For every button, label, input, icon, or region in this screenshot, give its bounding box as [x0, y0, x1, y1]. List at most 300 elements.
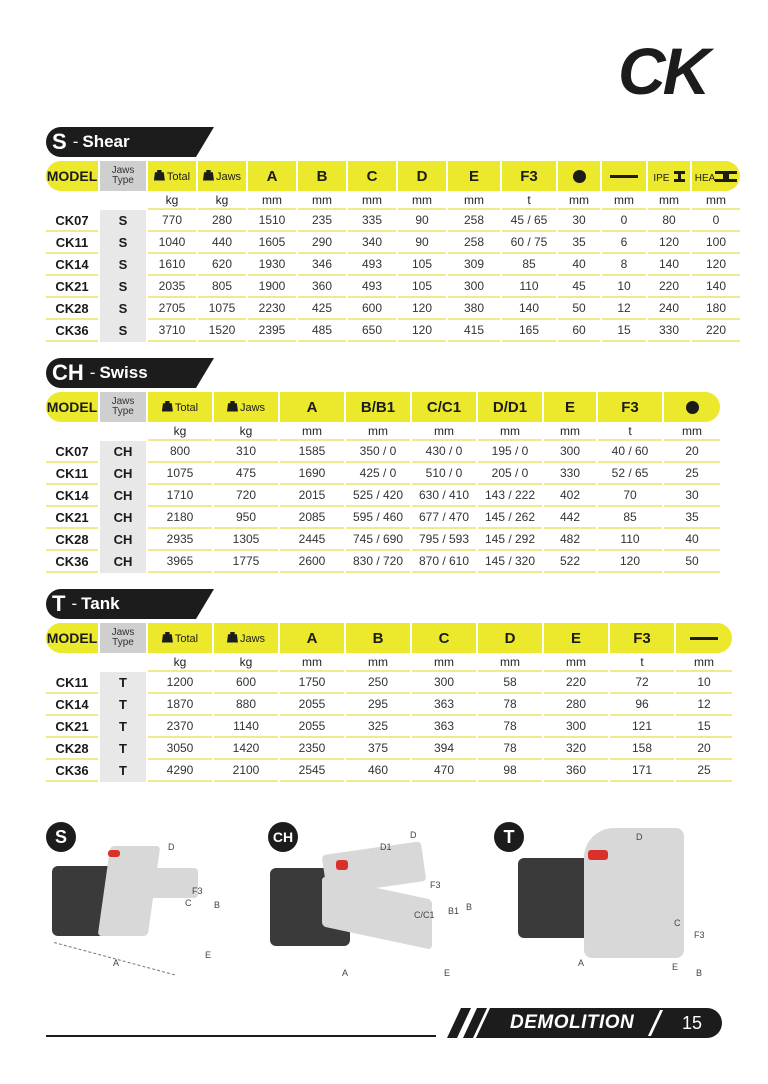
jaws-cell: 1775 [214, 551, 278, 573]
weight-icon [227, 401, 238, 412]
table-row [46, 485, 720, 507]
section-swiss [46, 358, 724, 573]
table-row [46, 738, 732, 760]
hea-cell: 120 [692, 254, 740, 276]
jaws-cell: 880 [214, 694, 278, 716]
a-cell: 2600 [280, 551, 344, 573]
col-c: C [348, 161, 396, 191]
a-cell: 1585 [280, 441, 344, 463]
d-cell: 143 / 222 [478, 485, 542, 507]
e-cell: 522 [544, 551, 596, 573]
type-badge: S [46, 822, 76, 852]
e-cell: 300 [448, 276, 500, 298]
hea-cell: 180 [692, 298, 740, 320]
table-row [46, 672, 732, 694]
jaws-type-cell: CH [100, 529, 146, 551]
c-cell: 363 [412, 716, 476, 738]
table-row [46, 716, 732, 738]
total-cell: 770 [148, 210, 196, 232]
jaws-type-cell: T [100, 760, 146, 782]
d-cell: 98 [478, 760, 542, 782]
d-cell: 120 [398, 320, 446, 342]
jaw-image [584, 828, 684, 958]
total-cell: 2705 [148, 298, 196, 320]
b-cell: 425 / 0 [346, 463, 410, 485]
col-round-bar [558, 161, 600, 191]
model-cell: CK28 [46, 738, 98, 760]
f3-cell: 70 [598, 485, 662, 507]
model-cell: CK21 [46, 276, 98, 298]
flat-cell: 6 [602, 232, 646, 254]
jaws-type-cell: CH [100, 485, 146, 507]
col-d: D [398, 161, 446, 191]
total-cell: 2370 [148, 716, 212, 738]
c-cell: 300 [412, 672, 476, 694]
e-cell: 300 [544, 716, 608, 738]
col-ipe: IPE [648, 161, 690, 191]
c-cell: 430 / 0 [412, 441, 476, 463]
f3-cell: 96 [610, 694, 674, 716]
weight-icon [162, 632, 173, 643]
col-total-weight: Total [148, 392, 212, 422]
section-name: Swiss [99, 363, 148, 382]
table-row [46, 298, 740, 320]
hea-cell: 220 [692, 320, 740, 342]
jaws-cell: 620 [198, 254, 246, 276]
b-cell: 485 [298, 320, 346, 342]
weight-icon [203, 170, 214, 181]
col-e: E [544, 623, 608, 653]
model-cell: CK11 [46, 232, 98, 254]
total-cell: 1075 [148, 463, 212, 485]
f3-cell: 85 [502, 254, 556, 276]
a-cell: 1690 [280, 463, 344, 485]
e-cell: 360 [544, 760, 608, 782]
total-cell: 4290 [148, 760, 212, 782]
col-b: B [298, 161, 346, 191]
col-d-d1: D/D1 [478, 392, 542, 422]
c-cell: 870 / 610 [412, 551, 476, 573]
jaws-type-cell: S [100, 254, 146, 276]
round-cell: 35 [664, 507, 720, 529]
jaws-cell: 440 [198, 232, 246, 254]
section-code: S [52, 129, 67, 154]
col-b: B [346, 623, 410, 653]
table-row [46, 760, 732, 782]
page-number: 15 [682, 1013, 703, 1033]
f3-cell: 171 [610, 760, 674, 782]
c-cell: 677 / 470 [412, 507, 476, 529]
section-name: Shear [82, 132, 130, 151]
jaws-type-cell: S [100, 276, 146, 298]
b-cell: 360 [298, 276, 346, 298]
c-cell: 650 [348, 320, 396, 342]
col-total-weight: Total [148, 161, 196, 191]
units-row: kg kg mm mm mm mm mm t mm mm mm mm [46, 191, 740, 210]
d-cell: 195 / 0 [478, 441, 542, 463]
a-cell: 2015 [280, 485, 344, 507]
col-jaws-weight: Jaws [214, 392, 278, 422]
col-e: E [448, 161, 500, 191]
jaws-cell: 475 [214, 463, 278, 485]
model-cell: CK28 [46, 529, 98, 551]
ipe-cell: 330 [648, 320, 690, 342]
c-cell: 493 [348, 276, 396, 298]
jaws-cell: 1305 [214, 529, 278, 551]
col-a: A [248, 161, 296, 191]
a-cell: 1605 [248, 232, 296, 254]
model-cell: CK21 [46, 716, 98, 738]
total-cell: 1610 [148, 254, 196, 276]
col-d: D [478, 623, 542, 653]
model-cell: CK36 [46, 320, 98, 342]
table-row [46, 463, 720, 485]
jaws-type-cell: S [100, 298, 146, 320]
diagram-swiss: CH D D1 F3 B1 B C/C1 E A [262, 818, 482, 983]
jaws-type-cell: CH [100, 507, 146, 529]
round-cell: 20 [664, 441, 720, 463]
d-cell: 105 [398, 254, 446, 276]
c-cell: 335 [348, 210, 396, 232]
table-row [46, 694, 732, 716]
jaws-cell: 805 [198, 276, 246, 298]
a-cell: 2085 [280, 507, 344, 529]
d-cell: 90 [398, 232, 446, 254]
flat-bar-icon [690, 637, 718, 640]
round-cell: 30 [664, 485, 720, 507]
total-cell: 2035 [148, 276, 196, 298]
round-cell: 50 [558, 298, 600, 320]
hea-beam-icon [715, 171, 737, 182]
total-cell: 1200 [148, 672, 212, 694]
round-bar-icon [573, 170, 586, 183]
a-cell: 2230 [248, 298, 296, 320]
e-cell: 220 [544, 672, 608, 694]
c-cell: 493 [348, 254, 396, 276]
units-row: kg kg mm mm mm mm mm t mm [46, 422, 720, 441]
round-cell: 50 [664, 551, 720, 573]
round-cell: 45 [558, 276, 600, 298]
f3-cell: 72 [610, 672, 674, 694]
col-round-bar [664, 392, 720, 422]
a-cell: 1930 [248, 254, 296, 276]
ipe-cell: 80 [648, 210, 690, 232]
jaws-type-cell: CH [100, 551, 146, 573]
total-cell: 2180 [148, 507, 212, 529]
header-row [46, 392, 720, 422]
col-a: A [280, 392, 344, 422]
diagram-shear: S D F3 C B E A [40, 818, 260, 983]
col-e: E [544, 392, 596, 422]
e-cell: 330 [544, 463, 596, 485]
type-badge: T [494, 822, 524, 852]
d-cell: 78 [478, 738, 542, 760]
f3-cell: 110 [598, 529, 662, 551]
footer-banner [444, 1008, 722, 1038]
jaws-type-cell: T [100, 738, 146, 760]
footer-section-label: DEMOLITION [510, 1012, 635, 1033]
table-row [46, 254, 740, 276]
col-f3: F3 [610, 623, 674, 653]
e-cell: 258 [448, 210, 500, 232]
product-diagrams [40, 818, 730, 988]
table-row [46, 529, 720, 551]
e-cell: 380 [448, 298, 500, 320]
jaws-cell: 950 [214, 507, 278, 529]
ipe-beam-icon [674, 171, 685, 182]
a-cell: 2350 [280, 738, 344, 760]
a-cell: 2395 [248, 320, 296, 342]
weight-icon [154, 170, 165, 181]
model-cell: CK07 [46, 210, 98, 232]
total-cell: 3050 [148, 738, 212, 760]
round-cell: 30 [558, 210, 600, 232]
f3-cell: 60 / 75 [502, 232, 556, 254]
flat-bar-icon [610, 175, 638, 178]
a-cell: 1510 [248, 210, 296, 232]
col-model: MODEL [46, 623, 98, 653]
jaws-type-cell: S [100, 232, 146, 254]
b-cell: 350 / 0 [346, 441, 410, 463]
d-cell: 78 [478, 694, 542, 716]
b-cell: 375 [346, 738, 410, 760]
type-badge: CH [268, 822, 298, 852]
table-row [46, 276, 740, 298]
weight-icon [162, 401, 173, 412]
col-f3: F3 [598, 392, 662, 422]
c-cell: 363 [412, 694, 476, 716]
model-cell: CK36 [46, 551, 98, 573]
d-cell: 120 [398, 298, 446, 320]
a-cell: 2545 [280, 760, 344, 782]
section-tab-swiss: CH - Swiss [46, 358, 196, 388]
b-cell: 325 [346, 716, 410, 738]
c-cell: 510 / 0 [412, 463, 476, 485]
flat-cell: 8 [602, 254, 646, 276]
d-cell: 105 [398, 276, 446, 298]
col-total-weight: Total [148, 623, 212, 653]
c-cell: 630 / 410 [412, 485, 476, 507]
d-cell: 78 [478, 716, 542, 738]
flat-cell: 12 [602, 298, 646, 320]
table-row [46, 507, 720, 529]
model-cell: CK36 [46, 760, 98, 782]
e-cell: 280 [544, 694, 608, 716]
c-cell: 795 / 593 [412, 529, 476, 551]
e-cell: 482 [544, 529, 596, 551]
brand-logo: CK [618, 34, 708, 108]
total-cell: 2935 [148, 529, 212, 551]
jaws-cell: 720 [214, 485, 278, 507]
model-cell: CK21 [46, 507, 98, 529]
col-f3: F3 [502, 161, 556, 191]
table-row [46, 210, 740, 232]
c-cell: 600 [348, 298, 396, 320]
f3-cell: 165 [502, 320, 556, 342]
footer-rule [46, 1035, 436, 1037]
flat-cell: 12 [676, 694, 732, 716]
b-cell: 830 / 720 [346, 551, 410, 573]
total-cell: 800 [148, 441, 212, 463]
section-code: T [52, 591, 66, 616]
jaws-cell: 2100 [214, 760, 278, 782]
jaws-type-cell: T [100, 694, 146, 716]
flat-cell: 25 [676, 760, 732, 782]
f3-cell: 140 [502, 298, 556, 320]
b-cell: 250 [346, 672, 410, 694]
f3-cell: 85 [598, 507, 662, 529]
round-cell: 60 [558, 320, 600, 342]
b-cell: 595 / 460 [346, 507, 410, 529]
col-jaws-weight: Jaws [214, 623, 278, 653]
ipe-cell: 220 [648, 276, 690, 298]
b-cell: 425 [298, 298, 346, 320]
hea-cell: 140 [692, 276, 740, 298]
col-jaws-type: Jaws Type [100, 392, 146, 422]
jaws-cell: 600 [214, 672, 278, 694]
round-cell: 25 [664, 463, 720, 485]
shear-table [44, 161, 742, 342]
ipe-cell: 140 [648, 254, 690, 276]
section-code: CH [52, 360, 84, 385]
jaws-cell: 1520 [198, 320, 246, 342]
tank-table [44, 623, 734, 782]
hea-cell: 0 [692, 210, 740, 232]
model-cell: CK14 [46, 254, 98, 276]
f3-cell: 158 [610, 738, 674, 760]
d-cell: 90 [398, 210, 446, 232]
flat-cell: 15 [602, 320, 646, 342]
ipe-cell: 240 [648, 298, 690, 320]
f3-cell: 120 [598, 551, 662, 573]
header-row [46, 161, 740, 191]
total-cell: 1710 [148, 485, 212, 507]
table-row [46, 441, 720, 463]
flat-cell: 0 [602, 210, 646, 232]
jaws-cell: 1140 [214, 716, 278, 738]
e-cell: 415 [448, 320, 500, 342]
col-jaws-type: Jaws Type [100, 623, 146, 653]
a-cell: 2055 [280, 694, 344, 716]
col-c-c1: C/C1 [412, 392, 476, 422]
col-c: C [412, 623, 476, 653]
total-cell: 3710 [148, 320, 196, 342]
round-bar-icon [686, 401, 699, 414]
b-cell: 525 / 420 [346, 485, 410, 507]
d-cell: 205 / 0 [478, 463, 542, 485]
c-cell: 470 [412, 760, 476, 782]
e-cell: 402 [544, 485, 596, 507]
d-cell: 145 / 262 [478, 507, 542, 529]
table-row [46, 232, 740, 254]
round-cell: 40 [664, 529, 720, 551]
e-cell: 258 [448, 232, 500, 254]
flat-cell: 10 [676, 672, 732, 694]
table-row [46, 551, 720, 573]
b-cell: 745 / 690 [346, 529, 410, 551]
col-b-b1: B/B1 [346, 392, 410, 422]
section-shear [46, 127, 727, 342]
a-cell: 2055 [280, 716, 344, 738]
f3-cell: 45 / 65 [502, 210, 556, 232]
flat-cell: 20 [676, 738, 732, 760]
model-cell: CK11 [46, 463, 98, 485]
d-cell: 58 [478, 672, 542, 694]
col-model: MODEL [46, 161, 98, 191]
model-cell: CK28 [46, 298, 98, 320]
units-row: kg kg mm mm mm mm mm t mm [46, 653, 732, 672]
jaws-type-cell: CH [100, 441, 146, 463]
hea-cell: 100 [692, 232, 740, 254]
flat-cell: 10 [602, 276, 646, 298]
e-cell: 320 [544, 738, 608, 760]
c-cell: 394 [412, 738, 476, 760]
b-cell: 346 [298, 254, 346, 276]
a-cell: 2445 [280, 529, 344, 551]
a-cell: 1750 [280, 672, 344, 694]
col-flat-bar [676, 623, 732, 653]
col-jaws-type: Jaws Type [100, 161, 146, 191]
jaws-type-cell: T [100, 672, 146, 694]
b-cell: 235 [298, 210, 346, 232]
header-row [46, 623, 732, 653]
round-cell: 40 [558, 254, 600, 276]
diagram-tank: T D C F3 E B A [488, 818, 728, 983]
jaws-type-cell: CH [100, 463, 146, 485]
f3-cell: 52 / 65 [598, 463, 662, 485]
e-cell: 300 [544, 441, 596, 463]
e-cell: 309 [448, 254, 500, 276]
col-a: A [280, 623, 344, 653]
d-cell: 145 / 320 [478, 551, 542, 573]
section-tab-shear: S - Shear [46, 127, 196, 157]
e-cell: 442 [544, 507, 596, 529]
f3-cell: 121 [610, 716, 674, 738]
c-cell: 340 [348, 232, 396, 254]
jaws-cell: 310 [214, 441, 278, 463]
f3-cell: 110 [502, 276, 556, 298]
model-cell: CK14 [46, 485, 98, 507]
model-cell: CK07 [46, 441, 98, 463]
table-row [46, 320, 740, 342]
col-model: MODEL [46, 392, 98, 422]
col-jaws-weight: Jaws [198, 161, 246, 191]
jaws-type-cell: S [100, 320, 146, 342]
jaws-cell: 280 [198, 210, 246, 232]
total-cell: 1870 [148, 694, 212, 716]
b-cell: 460 [346, 760, 410, 782]
a-cell: 1900 [248, 276, 296, 298]
flat-cell: 15 [676, 716, 732, 738]
model-cell: CK14 [46, 694, 98, 716]
model-cell: CK11 [46, 672, 98, 694]
d-cell: 145 / 292 [478, 529, 542, 551]
section-tab-tank: T - Tank [46, 589, 196, 619]
jaws-cell: 1420 [214, 738, 278, 760]
jaws-type-cell: S [100, 210, 146, 232]
jaws-type-cell: T [100, 716, 146, 738]
weight-icon [227, 632, 238, 643]
section-tank [46, 589, 724, 782]
total-cell: 3965 [148, 551, 212, 573]
section-name: Tank [81, 594, 120, 613]
f3-cell: 40 / 60 [598, 441, 662, 463]
total-cell: 1040 [148, 232, 196, 254]
ipe-cell: 120 [648, 232, 690, 254]
b-cell: 290 [298, 232, 346, 254]
col-hea: HEA [692, 161, 740, 191]
col-flat-bar [602, 161, 646, 191]
